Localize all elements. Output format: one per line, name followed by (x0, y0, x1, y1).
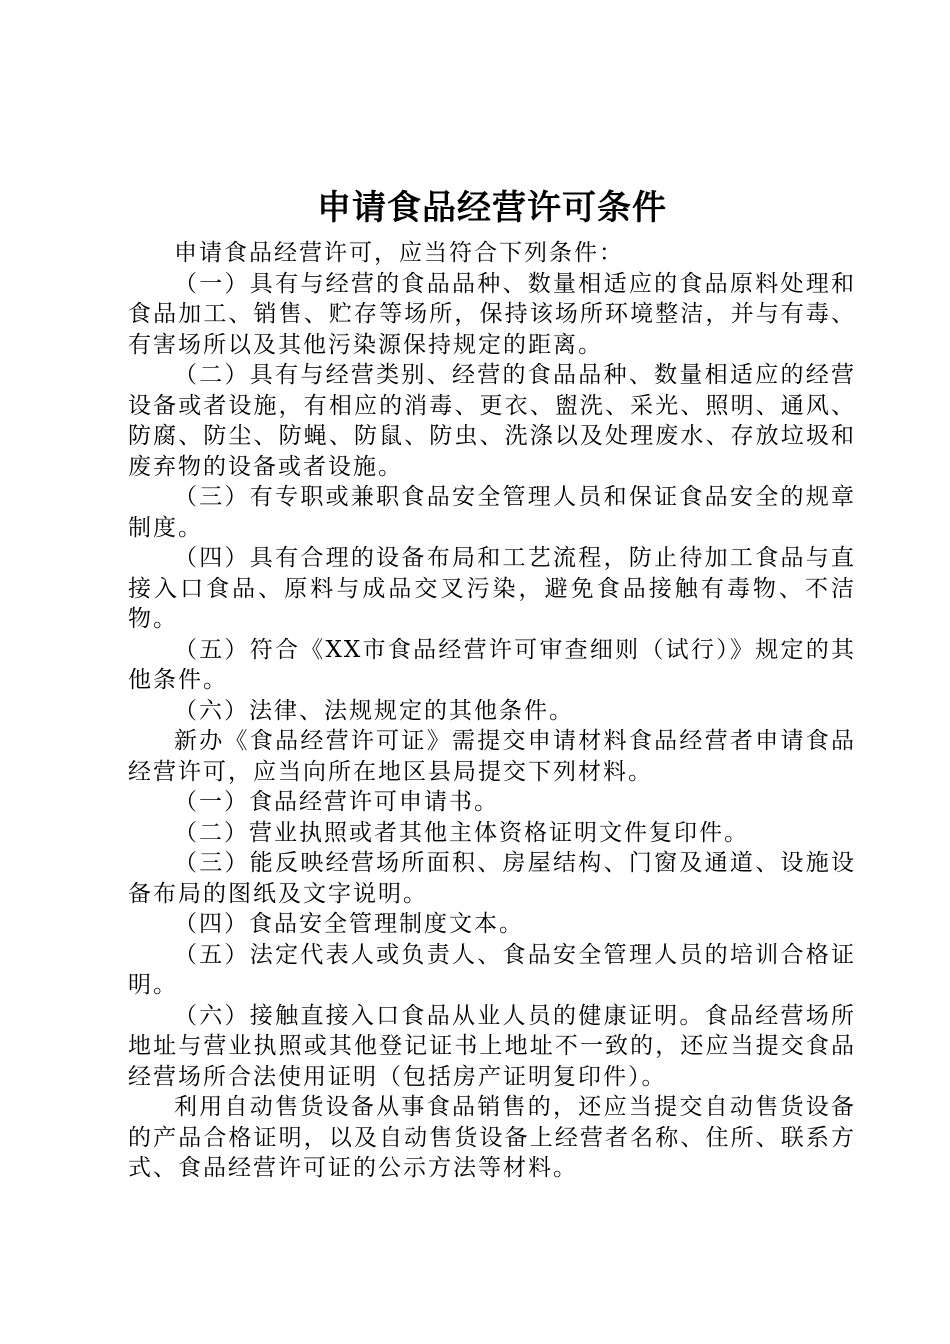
paragraph-vending: 利用自动售货设备从事食品销售的，还应当提交自动售货设备的产品合格证明，以及自动售货设备上经营者名称、住所、联系方式、食品经营许可证的公示方法等材料。 (128, 1094, 856, 1181)
paragraph-material-5: （五）法定代表人或负责人、食品安全管理人员的培训合格证明。 (128, 941, 856, 998)
paragraph-intro: 申请食品经营许可，应当符合下列条件： (174, 240, 624, 266)
paragraph-condition-5: （五）符合《XX市食品经营许可审查细则（试行）》规定的其他条件。 (128, 636, 856, 693)
paragraph-material-1: （一）食品经营许可申请书。 (174, 789, 499, 815)
paragraph-material-6: （六）接触直接入口食品从业人员的健康证明。食品经营场所地址与营业执照或其他登记证书上地址不一致的，还应当提交食品经营场所合法使用证明（包括房产证明复印件）。 (128, 1002, 856, 1090)
document-title: 申请食品经营许可条件 (317, 188, 667, 228)
paragraph-condition-4: （四）具有合理的设备布局和工艺流程，防止待加工食品与直接入口食品、原料与成品交叉污染，避免食品接触有毒物、不洁物。 (128, 545, 856, 632)
paragraph-condition-2: （二）具有与经营类别、经营的食品品种、数量相适应的经营设备或者设施，有相应的消毒、更衣、盥洗、采光、照明、通风、防腐、防尘、防蝇、防鼠、防虫、洗涤以及处理废水、存放垃圾和废弃物的设备或者设施。 (128, 362, 856, 480)
paragraph-condition-1: （一）具有与经营的食品品种、数量相适应的食品原料处理和食品加工、销售、贮存等场所，保持该场所环境整洁，并与有毒、有害场所以及其他污染源保持规定的距离。 (128, 270, 856, 358)
paragraph-materials-intro: 新办《食品经营许可证》需提交申请材料食品经营者申请食品经营许可，应当向所在地区县局提交下列材料。 (128, 728, 856, 785)
paragraph-condition-3: （三）有专职或兼职食品安全管理人员和保证食品安全的规章制度。 (128, 484, 856, 541)
paragraph-condition-6: （六）法律、法规规定的其他条件。 (174, 697, 574, 724)
paragraph-material-2: （二）营业执照或者其他主体资格证明文件复印件。 (174, 819, 749, 846)
paragraph-material-4: （四）食品安全管理制度文本。 (174, 911, 524, 937)
paragraph-material-3: （三）能反映经营场所面积、房屋结构、门窗及通道、设施设备布局的图纸及文字说明。 (128, 850, 856, 907)
document-page (128, 182, 856, 1184)
